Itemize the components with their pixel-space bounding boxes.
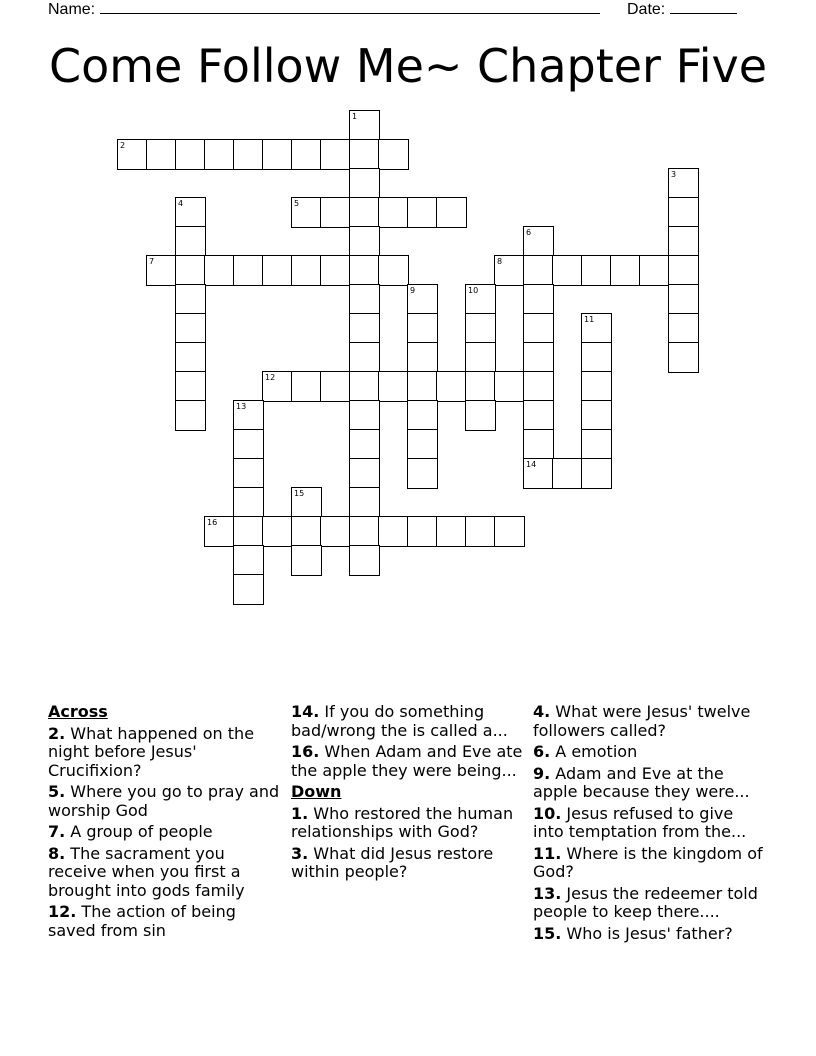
crossword-cell[interactable] (349, 197, 380, 228)
crossword-cell[interactable] (581, 313, 612, 344)
crossword-cell[interactable] (494, 255, 525, 286)
crossword-cell[interactable] (204, 255, 235, 286)
clue-number-label: 9. (533, 763, 551, 783)
clue-number: 2 (120, 141, 126, 150)
clues-column-3 (533, 703, 765, 946)
clue-item (48, 725, 280, 781)
clue-number-label: 16. (291, 742, 320, 761)
clue-number-label: 12. (48, 902, 77, 921)
clue-number: 14 (526, 460, 537, 469)
clue-number-label: 6. (533, 742, 551, 761)
crossword-cell[interactable] (320, 255, 351, 286)
crossword-cell[interactable] (320, 516, 351, 547)
clue-text: Jesus refused to give into temptation from the... (533, 803, 747, 841)
crossword-cell[interactable] (291, 197, 322, 228)
clue-number: 5 (294, 199, 300, 208)
clue-number: 15 (294, 489, 305, 498)
crossword-cell[interactable] (349, 516, 380, 547)
clue-number: 4 (178, 199, 184, 208)
crossword-cell[interactable] (262, 371, 293, 402)
clue-text: Where you go to pray and worship God (48, 782, 280, 820)
clue-number-label: 4. (533, 702, 551, 721)
down-heading: Down (291, 782, 342, 801)
crossword-cell[interactable] (378, 516, 409, 547)
clue-text: If you do something bad/wrong the is called a... (291, 702, 508, 740)
crossword-cell[interactable] (320, 197, 351, 228)
crossword-cell[interactable] (581, 255, 612, 286)
across-heading: Across (48, 702, 108, 721)
crossword-cell[interactable] (175, 400, 206, 431)
crossword-cell[interactable] (407, 284, 438, 315)
clue-text: A group of people (65, 822, 213, 841)
clue-text: When Adam and Eve ate the apple they were being... (291, 742, 523, 780)
clue-number: 11 (584, 315, 595, 324)
crossword-cell[interactable] (465, 516, 496, 547)
crossword-cell[interactable] (610, 255, 641, 286)
crossword-cell[interactable] (407, 342, 438, 373)
clue-number: 6 (526, 228, 532, 237)
crossword-cell[interactable] (233, 400, 264, 431)
crossword-cell[interactable] (668, 226, 699, 257)
crossword-cell[interactable] (523, 226, 554, 257)
crossword-cell[interactable] (523, 458, 554, 489)
crossword-cell[interactable] (465, 400, 496, 431)
crossword-cell[interactable] (581, 371, 612, 402)
crossword-cell[interactable] (378, 371, 409, 402)
clue-item (533, 703, 765, 740)
crossword-cell[interactable] (436, 371, 467, 402)
clue-text: Who restored the human relationships with God? (291, 803, 514, 841)
clue-text: The sacrament you receive when you first a brought into gods family (48, 843, 245, 900)
crossword-cell[interactable] (233, 139, 264, 170)
crossword-cell[interactable] (668, 168, 699, 199)
crossword-cell[interactable] (668, 313, 699, 344)
crossword-cell[interactable] (407, 429, 438, 460)
clue-item (533, 885, 765, 922)
clue-text: Jesus the redeemer told people to keep there.... (533, 883, 758, 921)
crossword-cell[interactable] (349, 313, 380, 344)
clue-number: 16 (207, 518, 218, 527)
crossword-cell[interactable] (233, 429, 264, 460)
clue-text: Where is the kingdom of God? (533, 843, 763, 881)
crossword-cell[interactable] (175, 313, 206, 344)
clue-text: Adam and Eve at the apple because they were... (533, 763, 750, 801)
clue-item (533, 925, 765, 944)
crossword-cell[interactable] (465, 284, 496, 315)
crossword-cell[interactable] (407, 400, 438, 431)
clue-item (291, 845, 523, 882)
crossword-cell[interactable] (436, 197, 467, 228)
crossword-cell[interactable] (320, 139, 351, 170)
crossword-cell[interactable] (668, 342, 699, 373)
crossword-cell[interactable] (291, 545, 322, 576)
date-field[interactable] (627, 0, 737, 19)
crossword-cell[interactable] (204, 139, 235, 170)
clue-number-label: 10. (533, 803, 562, 823)
clue-item (48, 823, 280, 842)
crossword-cell[interactable] (581, 429, 612, 460)
clue-text: What did Jesus restore within people? (291, 843, 494, 881)
page-title: Come Follow Me~ Chapter Five (48, 39, 767, 93)
crossword-cell[interactable] (349, 371, 380, 402)
crossword-cell[interactable] (262, 139, 293, 170)
crossword-cell[interactable] (146, 255, 177, 286)
crossword-cell[interactable] (233, 545, 264, 576)
name-label: Name: (48, 1, 96, 18)
clue-number: 3 (671, 170, 677, 179)
crossword-cell[interactable] (349, 255, 380, 286)
clues-column-1 (48, 703, 280, 943)
crossword-cell[interactable] (349, 545, 380, 576)
crossword-cell[interactable] (552, 458, 583, 489)
crossword-cell[interactable] (349, 226, 380, 257)
crossword-cell[interactable] (291, 516, 322, 547)
clue-number-label: 13. (533, 883, 562, 903)
crossword-cell[interactable] (407, 313, 438, 344)
clue-text: Who is Jesus' father? (561, 923, 733, 943)
clue-number-label: 3. (291, 843, 309, 863)
crossword-cell[interactable] (262, 255, 293, 286)
crossword-cell[interactable] (668, 255, 699, 286)
clue-number-label: 1. (291, 803, 309, 823)
clue-text: The action of being saved from sin (48, 902, 236, 940)
clue-number: 1 (352, 112, 358, 121)
crossword-cell[interactable] (407, 371, 438, 402)
crossword-cell[interactable] (204, 516, 235, 547)
clue-number: 10 (468, 286, 479, 295)
crossword-cell[interactable] (349, 284, 380, 315)
crossword-cell[interactable] (639, 255, 670, 286)
crossword-cell[interactable] (523, 255, 554, 286)
crossword-cell[interactable] (581, 400, 612, 431)
crossword-cell[interactable] (523, 342, 554, 373)
crossword-cell[interactable] (581, 342, 612, 373)
name-field[interactable] (48, 0, 600, 19)
clue-number-label: 8. (48, 843, 66, 863)
crossword-cell[interactable] (117, 139, 148, 170)
clue-item (48, 783, 280, 820)
crossword-cell[interactable] (175, 226, 206, 257)
crossword-cell[interactable] (552, 255, 583, 286)
crossword-cell[interactable] (320, 371, 351, 402)
name-blank[interactable] (100, 0, 600, 14)
clue-item (291, 743, 523, 780)
crossword-cell[interactable] (175, 371, 206, 402)
crossword-cell[interactable] (465, 371, 496, 402)
clue-text: What happened on the night before Jesus' Crucifixion? (48, 723, 255, 780)
crossword-cell[interactable] (291, 139, 322, 170)
clues-column-2 (291, 703, 523, 885)
clue-text: What were Jesus' twelve followers called? (533, 702, 751, 740)
clue-item (533, 805, 765, 842)
clue-item (533, 765, 765, 802)
crossword-cell[interactable] (494, 516, 525, 547)
crossword-cell[interactable] (407, 458, 438, 489)
crossword-cell[interactable] (175, 284, 206, 315)
crossword-cell[interactable] (146, 139, 177, 170)
clue-text: A emotion (550, 742, 638, 761)
crossword-cell[interactable] (378, 197, 409, 228)
crossword-cell[interactable] (233, 487, 264, 518)
clue-number-label: 7. (48, 822, 66, 841)
crossword-cell[interactable] (262, 516, 293, 547)
crossword-cell[interactable] (291, 371, 322, 402)
crossword-cell[interactable] (349, 168, 380, 199)
crossword-cell[interactable] (407, 197, 438, 228)
crossword-cell[interactable] (465, 313, 496, 344)
crossword-cell[interactable] (523, 284, 554, 315)
crossword-cell[interactable] (175, 197, 206, 228)
clue-number: 13 (236, 402, 247, 411)
crossword-cell[interactable] (581, 458, 612, 489)
clue-number: 12 (265, 373, 276, 382)
crossword-cell[interactable] (233, 255, 264, 286)
crossword-cell[interactable] (349, 458, 380, 489)
crossword-cell[interactable] (233, 458, 264, 489)
crossword-cell[interactable] (349, 139, 380, 170)
crossword-cell[interactable] (668, 284, 699, 315)
crossword-cell[interactable] (233, 516, 264, 547)
crossword-cell[interactable] (349, 342, 380, 373)
crossword-cell[interactable] (668, 197, 699, 228)
crossword-cell[interactable] (175, 342, 206, 373)
clue-item (291, 805, 523, 842)
crossword-cell[interactable] (175, 139, 206, 170)
crossword-cell[interactable] (233, 574, 264, 605)
crossword-cell[interactable] (349, 487, 380, 518)
clue-number-label: 14. (291, 702, 320, 721)
crossword-cell[interactable] (523, 400, 554, 431)
clue-number: 8 (497, 257, 503, 266)
crossword-cell[interactable] (378, 255, 409, 286)
crossword-cell[interactable] (523, 429, 554, 460)
clue-number-label: 11. (533, 843, 562, 863)
clue-item (48, 845, 280, 901)
crossword-cell[interactable] (523, 313, 554, 344)
crossword-cell[interactable] (349, 429, 380, 460)
date-blank[interactable] (670, 0, 737, 14)
crossword-cell[interactable] (436, 516, 467, 547)
crossword-cell[interactable] (291, 487, 322, 518)
crossword-cell[interactable] (349, 400, 380, 431)
clue-number-label: 2. (48, 723, 66, 743)
date-label: Date: (627, 1, 666, 18)
clue-number-label: 5. (48, 782, 66, 801)
clue-item (533, 845, 765, 882)
crossword-cell[interactable] (494, 371, 525, 402)
crossword-cell[interactable] (465, 342, 496, 373)
clue-number: 9 (410, 286, 416, 295)
clue-item (291, 703, 523, 740)
crossword-cell[interactable] (291, 255, 322, 286)
clue-number-label: 15. (533, 923, 562, 943)
clue-number: 7 (149, 257, 155, 266)
crossword-cell[interactable] (378, 139, 409, 170)
crossword-cell[interactable] (407, 516, 438, 547)
clue-item (533, 743, 765, 762)
crossword-cell[interactable] (175, 255, 206, 286)
crossword-cell[interactable] (349, 110, 380, 141)
clue-item (48, 903, 280, 940)
crossword-cell[interactable] (523, 371, 554, 402)
